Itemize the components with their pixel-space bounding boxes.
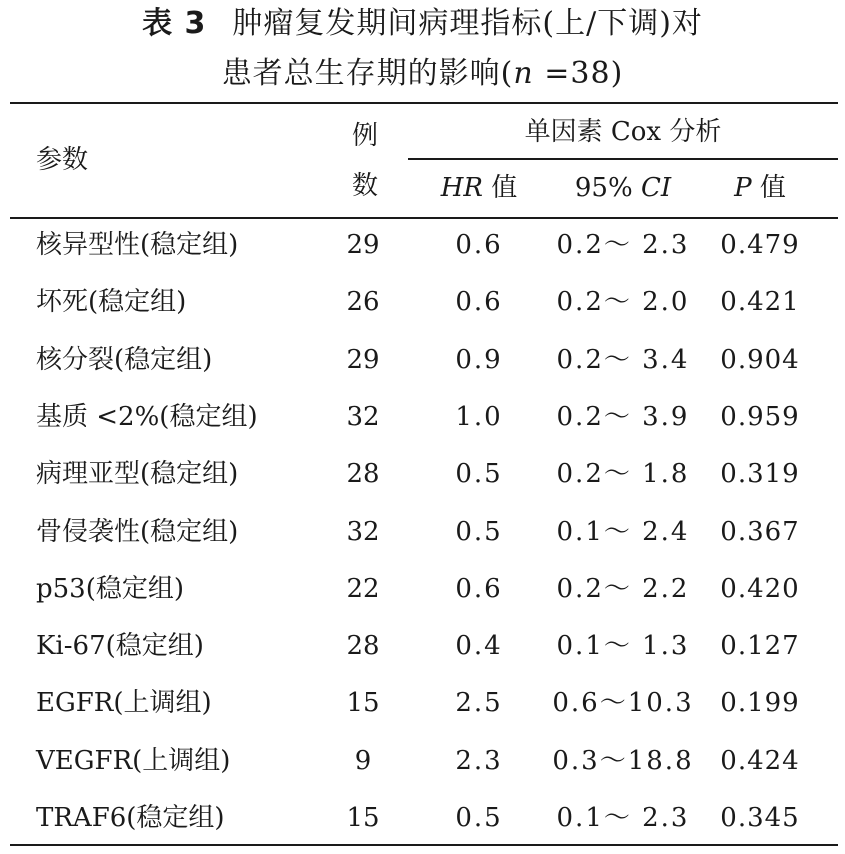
table-title-line-1 (0, 4, 845, 44)
ci-cell: 0.2～ 2.0 (556, 287, 690, 318)
header-p-rest: 值 (751, 173, 786, 203)
param-cell: EGFR(上调组) (36, 688, 212, 719)
header-cox-group: 单因素 Cox 分析 (524, 117, 722, 147)
header-n-line1: 例 (352, 121, 379, 151)
n-cell: 28 (346, 631, 380, 662)
p-value-cell: 0.199 (720, 688, 800, 719)
param-cell: 坏死(稳定组) (36, 287, 187, 318)
ci-cell: 0.2～ 2.3 (556, 230, 690, 260)
header-ci (548, 172, 698, 204)
hr-cell: 0.9 (455, 344, 503, 375)
n-cell: 28 (346, 459, 380, 490)
ci-cell: 0.6～10.3 (552, 688, 694, 719)
ci-cell: 0.2～ 3.9 (556, 401, 690, 432)
n-cell: 15 (346, 803, 380, 833)
p-value-cell: 0.959 (720, 401, 800, 432)
header-p (700, 172, 820, 204)
header-hr (420, 172, 538, 204)
p-value-cell: 0.424 (720, 745, 800, 776)
n-cell: 9 (354, 745, 372, 776)
header-hr-rest: 值 (482, 173, 518, 203)
hr-cell: 0.5 (455, 516, 503, 547)
ci-cell: 0.3～18.8 (552, 745, 694, 776)
table-bottom-rule (10, 844, 838, 846)
hr-cell: 0.6 (455, 573, 503, 604)
title-line2-post: =38) (533, 56, 624, 91)
n-cell: 32 (346, 516, 380, 547)
p-value-cell: 0.345 (720, 803, 800, 833)
ci-cell: 0.1～ 2.4 (556, 516, 690, 547)
p-value-cell: 0.127 (720, 631, 800, 662)
n-cell: 15 (346, 688, 380, 719)
n-cell: 22 (346, 573, 380, 604)
param-cell: VEGFR(上调组) (36, 745, 231, 776)
n-cell: 26 (346, 287, 380, 318)
p-value-cell: 0.904 (720, 344, 800, 375)
param-cell: Ki-67(稳定组) (36, 631, 204, 662)
hr-cell: 2.5 (455, 688, 503, 719)
table-top-rule (10, 102, 838, 104)
p-value-cell: 0.367 (720, 516, 800, 547)
ci-cell: 0.1～ 2.3 (556, 803, 690, 833)
param-cell: 骨侵袭性(稳定组) (36, 516, 239, 547)
param-cell: 病理亚型(稳定组) (36, 459, 239, 490)
header-n-line2: 数 (352, 171, 379, 201)
header-hr-italic: HR (440, 173, 483, 203)
param-cell: TRAF6(稳定组) (36, 803, 225, 833)
header-ci-pre: 95% (574, 173, 641, 203)
ci-cell: 0.2～ 3.4 (556, 344, 690, 375)
ci-cell: 0.2～ 2.2 (556, 573, 690, 604)
title-n-variable: n (513, 56, 534, 91)
table-label: 表 3 (142, 6, 207, 41)
p-value-cell: 0.319 (720, 459, 800, 490)
hr-cell: 0.6 (455, 287, 503, 318)
n-cell: 29 (346, 344, 380, 375)
table-title-line-2 (0, 54, 845, 94)
param-cell: 基质 <2%(稳定组) (36, 401, 258, 432)
group-header-rule (408, 158, 838, 160)
table-title-text: 肿瘤复发期间病理指标(上/下调)对 (232, 6, 703, 41)
hr-cell: 1.0 (455, 401, 503, 432)
hr-cell: 0.4 (455, 631, 503, 662)
title-line2-pre: 患者总生存期的影响( (221, 56, 514, 91)
n-cell: 32 (346, 401, 380, 432)
header-p-italic: P (734, 173, 752, 203)
param-cell: 核异型性(稳定组) (36, 230, 239, 260)
ci-cell: 0.1～ 1.3 (556, 631, 690, 662)
ci-cell: 0.2～ 1.8 (556, 459, 690, 490)
header-param: 参数 (36, 145, 89, 175)
p-value-cell: 0.421 (720, 287, 800, 318)
param-cell: p53(稳定组) (36, 573, 185, 604)
n-cell: 29 (346, 230, 380, 260)
hr-cell: 0.5 (455, 803, 503, 833)
hr-cell: 0.6 (455, 230, 503, 260)
header-ci-italic: CI (640, 173, 672, 203)
hr-cell: 0.5 (455, 459, 503, 490)
param-cell: 核分裂(稳定组) (36, 344, 213, 375)
hr-cell: 2.3 (455, 745, 503, 776)
header-bottom-rule (10, 217, 838, 219)
p-value-cell: 0.479 (720, 230, 800, 260)
p-value-cell: 0.420 (720, 573, 800, 604)
